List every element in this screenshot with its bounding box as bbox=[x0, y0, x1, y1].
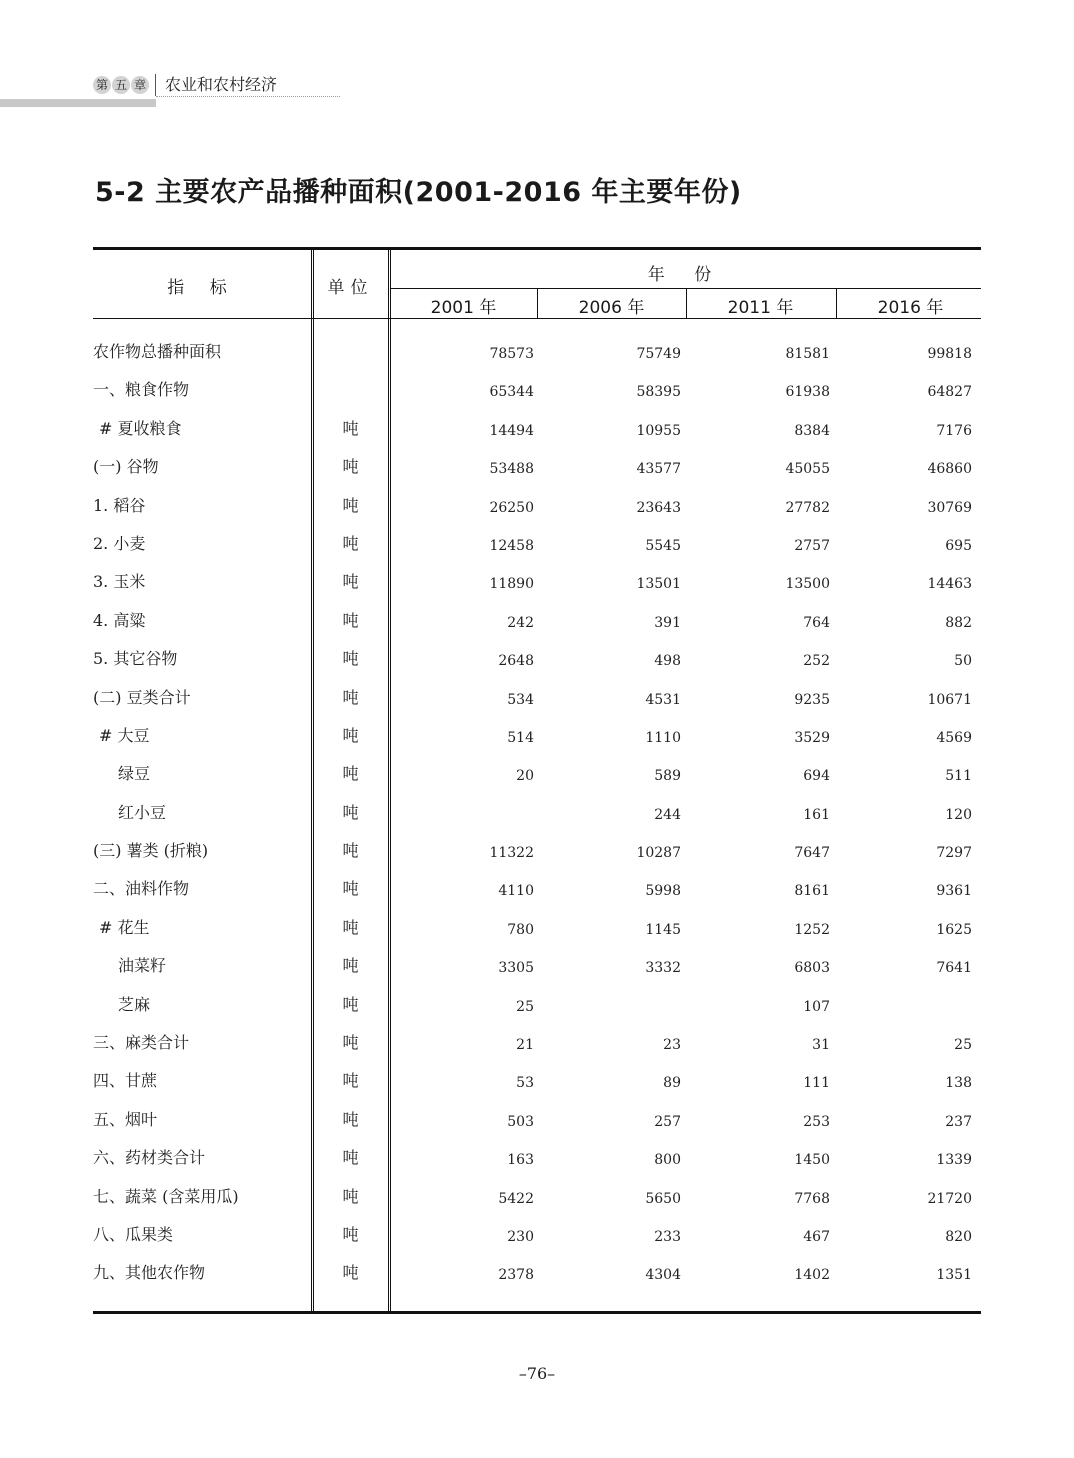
table-row bbox=[93, 1182, 981, 1220]
header-separator bbox=[155, 74, 156, 96]
table-row bbox=[93, 414, 981, 452]
table-row bbox=[93, 990, 981, 1028]
row-value: 78573 bbox=[489, 346, 534, 362]
row-unit: 吨 bbox=[342, 610, 359, 630]
row-value: 81581 bbox=[785, 346, 830, 362]
row-unit: 吨 bbox=[342, 802, 359, 822]
row-label: 油菜籽 bbox=[118, 956, 167, 976]
row-unit: 吨 bbox=[342, 457, 359, 477]
row-value: 5545 bbox=[645, 537, 681, 554]
row-unit: 吨 bbox=[342, 572, 359, 592]
row-value: 391 bbox=[654, 614, 681, 631]
row-unit: 吨 bbox=[342, 1109, 359, 1129]
row-label: 4. 高粱 bbox=[93, 610, 146, 630]
row-label: 一、粮食作物 bbox=[93, 380, 190, 400]
row-value: 65344 bbox=[489, 384, 534, 401]
row-label: 红小豆 bbox=[118, 802, 167, 822]
chapter-badge: 第 bbox=[93, 76, 111, 94]
row-value: 111 bbox=[803, 1075, 830, 1092]
row-value: 3305 bbox=[498, 960, 534, 977]
row-value: 13501 bbox=[636, 576, 681, 593]
row-value: 10287 bbox=[636, 845, 681, 862]
row-value: 1402 bbox=[794, 1267, 830, 1284]
row-value: 11890 bbox=[489, 576, 534, 593]
data-table bbox=[93, 247, 981, 1315]
row-value: 10955 bbox=[636, 422, 681, 439]
row-value: 46860 bbox=[927, 461, 972, 478]
chapter-badges bbox=[93, 76, 149, 94]
table-row bbox=[93, 1066, 981, 1104]
header-year: 2001 年 bbox=[430, 298, 497, 318]
row-value: 800 bbox=[654, 1152, 681, 1169]
row-unit: 吨 bbox=[342, 687, 359, 707]
row-label: 三、麻类合计 bbox=[93, 1033, 190, 1053]
row-value: 9361 bbox=[936, 883, 972, 900]
row-value: 61938 bbox=[785, 384, 830, 401]
row-label: 农作物总播种面积 bbox=[93, 342, 222, 361]
header-bar bbox=[0, 99, 156, 107]
row-unit: 吨 bbox=[342, 956, 359, 976]
row-unit: 吨 bbox=[342, 841, 359, 861]
header-year: 2006 年 bbox=[578, 298, 645, 318]
row-value: 514 bbox=[507, 729, 534, 746]
row-value: 43577 bbox=[636, 461, 681, 478]
row-value: 467 bbox=[803, 1228, 830, 1245]
table-row bbox=[93, 874, 981, 912]
row-value: 7297 bbox=[936, 845, 972, 862]
row-value: 1625 bbox=[936, 921, 972, 938]
row-label: 2. 小麦 bbox=[93, 533, 146, 553]
row-value: 1145 bbox=[645, 921, 681, 938]
row-value: 511 bbox=[945, 768, 972, 785]
table-row bbox=[93, 759, 981, 797]
row-unit: 吨 bbox=[342, 533, 359, 553]
table-row bbox=[93, 491, 981, 529]
row-value: 230 bbox=[507, 1228, 534, 1245]
row-label: 四、甘蔗 bbox=[93, 1071, 158, 1091]
row-value: 2378 bbox=[498, 1267, 534, 1284]
table-row bbox=[93, 721, 981, 759]
row-value: 237 bbox=[945, 1113, 972, 1130]
row-unit: 吨 bbox=[342, 879, 359, 899]
row-value: 27782 bbox=[785, 499, 830, 516]
table-row bbox=[93, 529, 981, 567]
row-value: 53 bbox=[516, 1075, 534, 1092]
row-unit: 吨 bbox=[342, 1148, 359, 1168]
row-label: 六、药材类合计 bbox=[93, 1148, 206, 1168]
table-row bbox=[93, 1220, 981, 1258]
row-value: 589 bbox=[654, 768, 681, 785]
row-value: 2757 bbox=[794, 537, 830, 554]
table-row bbox=[93, 951, 981, 989]
row-value: 1351 bbox=[936, 1267, 972, 1284]
row-value: 14494 bbox=[489, 422, 534, 439]
row-unit: 吨 bbox=[342, 1186, 359, 1206]
row-value: 13500 bbox=[785, 576, 830, 593]
row-label: 1. 稻谷 bbox=[93, 495, 146, 515]
row-value: 12458 bbox=[489, 537, 534, 554]
row-value: 7647 bbox=[794, 845, 830, 862]
row-value: 242 bbox=[507, 614, 534, 631]
row-label: # 夏收粮食 bbox=[99, 418, 182, 438]
row-unit: 吨 bbox=[342, 1224, 359, 1244]
row-value: 30769 bbox=[927, 499, 972, 516]
row-value: 498 bbox=[654, 653, 681, 670]
row-value: 5422 bbox=[498, 1190, 534, 1207]
row-label: # 大豆 bbox=[99, 725, 150, 745]
header-rule bbox=[156, 96, 340, 97]
row-value: 503 bbox=[507, 1113, 534, 1130]
table-row bbox=[93, 375, 981, 413]
row-value: 1339 bbox=[936, 1152, 972, 1169]
table-row bbox=[93, 836, 981, 874]
row-value: 89 bbox=[663, 1075, 681, 1092]
table-row bbox=[93, 913, 981, 951]
row-value: 58395 bbox=[636, 384, 681, 401]
row-value: 64827 bbox=[927, 384, 972, 401]
row-value: 21720 bbox=[927, 1190, 972, 1207]
row-value: 107 bbox=[803, 998, 830, 1015]
row-value: 4569 bbox=[936, 729, 972, 746]
row-value: 1252 bbox=[794, 921, 830, 938]
table-row bbox=[93, 1258, 981, 1296]
row-label: 绿豆 bbox=[118, 764, 151, 784]
row-value: 4110 bbox=[498, 883, 534, 900]
row-value: 694 bbox=[803, 768, 830, 785]
row-value: 21 bbox=[516, 1037, 534, 1054]
row-value: 2648 bbox=[498, 653, 534, 670]
row-value: 99818 bbox=[927, 346, 972, 362]
row-value: 138 bbox=[945, 1075, 972, 1092]
row-label: 3. 玉米 bbox=[93, 572, 146, 592]
row-value: 253 bbox=[803, 1113, 830, 1130]
row-value: 695 bbox=[945, 537, 972, 554]
row-value: 120 bbox=[945, 806, 972, 823]
table-body bbox=[93, 337, 981, 1297]
row-value: 4304 bbox=[645, 1267, 681, 1284]
row-unit: 吨 bbox=[342, 917, 359, 937]
row-unit: 吨 bbox=[342, 1263, 359, 1283]
row-value: 45055 bbox=[785, 461, 830, 478]
row-value: 3332 bbox=[645, 960, 681, 977]
row-value: 8161 bbox=[794, 883, 830, 900]
row-label: 五、烟叶 bbox=[93, 1109, 158, 1129]
row-value: 23 bbox=[663, 1037, 681, 1054]
row-value: 53488 bbox=[489, 461, 534, 478]
row-label: 5. 其它谷物 bbox=[93, 649, 178, 669]
row-value: 252 bbox=[803, 653, 830, 670]
row-unit: 吨 bbox=[342, 1071, 359, 1091]
row-value: 5998 bbox=[645, 883, 681, 900]
row-value: 8384 bbox=[794, 422, 830, 439]
row-value: 1110 bbox=[645, 729, 681, 746]
row-label: (一) 谷物 bbox=[93, 457, 159, 477]
row-label: # 花生 bbox=[99, 917, 150, 937]
row-value: 25 bbox=[954, 1037, 972, 1054]
row-unit: 吨 bbox=[342, 764, 359, 784]
row-label: 七、蔬菜 (含菜用瓜) bbox=[93, 1186, 239, 1206]
header-year: 2011 年 bbox=[727, 298, 794, 318]
row-value: 163 bbox=[507, 1152, 534, 1169]
row-value: 20 bbox=[516, 768, 534, 785]
table-row bbox=[93, 798, 981, 836]
row-unit: 吨 bbox=[342, 1033, 359, 1053]
table-row bbox=[93, 337, 981, 375]
chapter-badge: 五 bbox=[112, 76, 130, 94]
row-value: 882 bbox=[945, 614, 972, 631]
header-years-group: 年 份 bbox=[647, 265, 724, 285]
row-value: 31 bbox=[812, 1037, 830, 1054]
header-indicator: 指 标 bbox=[167, 278, 237, 298]
row-value: 161 bbox=[803, 806, 830, 823]
chapter-badge: 章 bbox=[131, 76, 149, 94]
row-value: 9235 bbox=[794, 691, 830, 708]
row-value: 3529 bbox=[794, 729, 830, 746]
row-unit: 吨 bbox=[342, 725, 359, 745]
table-top-rule bbox=[93, 247, 981, 250]
row-unit: 吨 bbox=[342, 649, 359, 669]
row-label: 二、油料作物 bbox=[93, 879, 190, 899]
table-row bbox=[93, 683, 981, 721]
row-value: 23643 bbox=[636, 499, 681, 516]
row-value: 7176 bbox=[936, 422, 972, 439]
row-value: 5650 bbox=[645, 1190, 681, 1207]
row-label: 九、其他农作物 bbox=[93, 1263, 206, 1283]
row-value: 4531 bbox=[645, 691, 681, 708]
row-value: 6803 bbox=[794, 960, 830, 977]
row-label: 芝麻 bbox=[118, 994, 151, 1014]
row-value: 820 bbox=[945, 1228, 972, 1245]
page-title: 5-2 主要农产品播种面积(2001-2016 年主要年份) bbox=[95, 177, 742, 208]
row-value: 1450 bbox=[794, 1152, 830, 1169]
row-value: 11322 bbox=[489, 845, 534, 862]
table-row bbox=[93, 452, 981, 490]
row-value: 780 bbox=[507, 921, 534, 938]
chapter-title: 农业和农村经济 bbox=[165, 75, 278, 94]
row-value: 75749 bbox=[636, 346, 681, 362]
row-value: 26250 bbox=[489, 499, 534, 516]
row-value: 10671 bbox=[927, 691, 972, 708]
row-value: 233 bbox=[654, 1228, 681, 1245]
row-value: 7641 bbox=[936, 960, 972, 977]
row-label: (二) 豆类合计 bbox=[93, 687, 191, 707]
row-value: 50 bbox=[954, 653, 972, 670]
table-bottom-rule bbox=[93, 1311, 981, 1314]
header-unit: 单位 bbox=[327, 278, 374, 298]
row-label: 八、瓜果类 bbox=[93, 1224, 174, 1244]
table-row bbox=[93, 644, 981, 682]
row-value: 257 bbox=[654, 1113, 681, 1130]
row-value: 534 bbox=[507, 691, 534, 708]
row-value: 764 bbox=[803, 614, 830, 631]
row-unit: 吨 bbox=[342, 994, 359, 1014]
row-value: 7768 bbox=[794, 1190, 830, 1207]
row-value: 25 bbox=[516, 998, 534, 1015]
page-number: –76– bbox=[518, 1364, 556, 1383]
table-row bbox=[93, 1028, 981, 1066]
row-unit: 吨 bbox=[342, 495, 359, 515]
row-label: (三) 薯类 (折粮) bbox=[93, 841, 209, 861]
header-year: 2016 年 bbox=[877, 298, 944, 318]
row-value: 244 bbox=[654, 806, 681, 823]
table-row bbox=[93, 567, 981, 605]
table-row bbox=[93, 1143, 981, 1181]
table-row bbox=[93, 606, 981, 644]
table-row bbox=[93, 1105, 981, 1143]
row-unit: 吨 bbox=[342, 418, 359, 438]
row-value: 14463 bbox=[927, 576, 972, 593]
